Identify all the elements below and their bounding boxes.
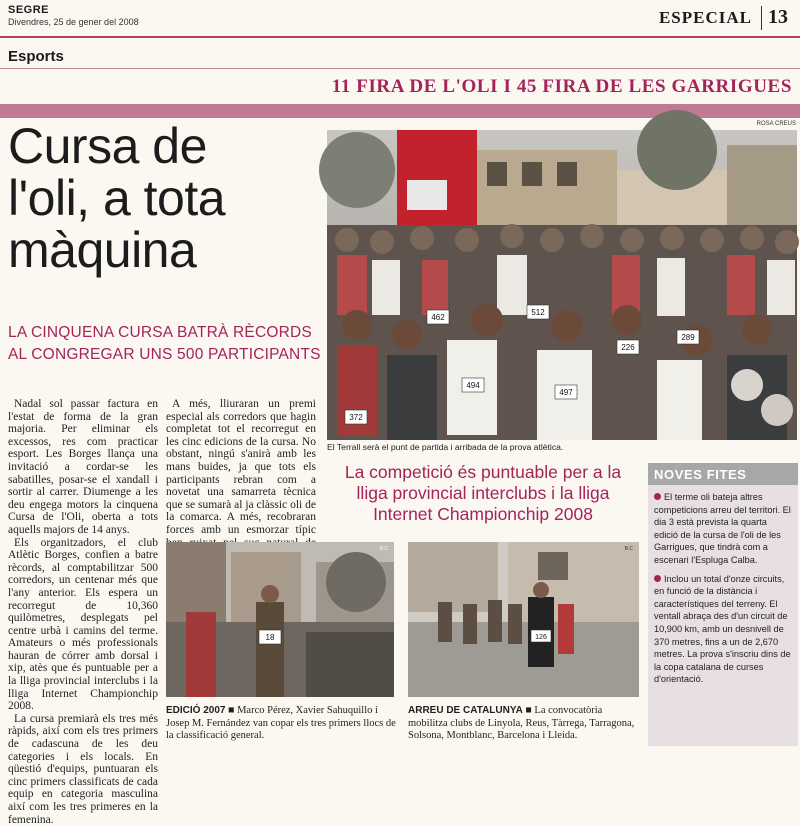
section-rule <box>0 68 800 69</box>
special-label: ESPECIAL <box>658 8 752 27</box>
headline-line: Cursa de <box>8 118 207 174</box>
paragraph: A més, lliuraran un premi especial als corredors que hagin completat tot el recorregut en les cinc edicions de la cursa. No obstant, ningú s'anirà amb les mans buides, ja que tots els participants rebran com a novetat una samarreta tècnica que se sumarà al ja clàssic oli de la comarca. A més, recobraran forces amb un esmorzar típic <box>166 398 316 536</box>
paragraph: Els organitzadors, el club Atlètic Borges, confien a batre rècords, al comptabilitzar 500 corredors, un centenar més que l'any anterior. Els espera un recorregut de 10,360 quilòmetres, desplegats pel centre urbà i camins del terme. Amateurs o més professionals hauran de córrer amb dorsal i xip, atès que és puntuable per a la lliga provincial interclubs i la lliga Internet Championchip 2008. <box>8 536 158 713</box>
header-rule <box>0 36 800 38</box>
headline-line: màquina <box>8 222 197 278</box>
sidebar-item-text: El terme oli bateja altres competicions arreu del territori. El dia 3 està prevista la quarta edició de la cursa de l'oli de les Garrigues, que tindrà com a escenari l'Espluga Calba. <box>654 492 791 565</box>
finish-line-photo <box>166 542 394 697</box>
fair-banner: 11 FIRA DE L'OLI I 45 FIRA DE LES GARRIGUES <box>331 76 792 97</box>
bib-number: 289 <box>681 333 695 342</box>
sidebar-body <box>648 485 798 686</box>
headline-line: l'oli, a tota <box>8 170 226 226</box>
sidebar-noves-fites <box>648 463 798 746</box>
bib-number: 126 <box>535 634 547 641</box>
caption-square-icon: ■ <box>525 705 532 716</box>
bullet-icon <box>654 493 661 500</box>
caption-label: ARREU DE CATALUNYA <box>408 705 523 716</box>
page-number: 13 <box>768 6 788 28</box>
bib-number: 512 <box>531 308 545 317</box>
photo-credit: ROSA CREUS <box>756 121 796 127</box>
sidebar-title: NOVES FITES <box>648 463 798 485</box>
main-photo <box>327 130 797 440</box>
pull-quote: La competició és puntuable per a la lliga provincial interclubs i la lliga Internet Championchip 2008 <box>344 462 622 524</box>
photo-caption: El Terrall serà el punt de partida i arribada de la prova atlètica. <box>327 442 564 452</box>
caption-label: EDICIÓ 2007 <box>166 705 226 716</box>
caption-text: Marco Pérez, Xavier Sahuquillo i Josep M. Fernández van copar els tres primers llocs de la classificació general. <box>166 705 396 741</box>
headline <box>8 120 323 276</box>
photo-credit: B.C <box>379 546 388 552</box>
photo-arreu-catalunya <box>408 542 639 697</box>
photo-edicio-2007 <box>166 542 394 697</box>
photo-credit: B.C <box>624 546 633 552</box>
bib-number: 497 <box>559 388 573 397</box>
section-title: Esports <box>8 48 64 65</box>
page-header <box>0 0 800 40</box>
bib-number: 494 <box>466 381 480 390</box>
photo-caption-catalunya <box>408 705 640 743</box>
sidebar-item <box>654 573 792 686</box>
bib-number: 372 <box>349 413 363 422</box>
issue-date: Divendres, 25 de gener del 2008 <box>8 17 139 27</box>
caption-square-icon: ■ <box>228 705 235 716</box>
street-runners-photo <box>408 542 639 697</box>
bullet-icon <box>654 575 661 582</box>
runners-crowd-photo <box>327 130 797 440</box>
header-divider <box>761 6 762 30</box>
bib-number: 18 <box>265 633 275 642</box>
caption-text: La convocatòria mobilitza clubs de Linyola, Reus, Tàrrega, Tarragona, Solsona, Montblanc, Barcelona i Lleida. <box>408 705 635 741</box>
newspaper-brand: SEGRE <box>8 4 50 16</box>
sidebar-item <box>654 491 792 567</box>
photo-caption-2007 <box>166 705 396 743</box>
bib-number: 462 <box>431 313 445 322</box>
article-column-1 <box>8 398 158 826</box>
article-column-2 <box>166 398 316 562</box>
subheadline: LA CINQUENA CURSA BATRÀ RÈCORDS AL CONGREGAR UNS 500 PARTICIPANTS <box>8 324 321 363</box>
bib-number: 226 <box>621 343 635 352</box>
sidebar-item-text: Inclou un total d'onze circuits, en funció de la distància i característiques del terreny. El ventall abraça des d'un circuit de 10,900 km, amb un desnivell de 370 metres, fins a un de 2,670 metres. La prova s'inscriu dins de la copa catalana de curses d'orientació. <box>654 573 791 685</box>
paragraph: Nadal sol passar factura en l'estat de forma de la gran majoria. Per eliminar els excessos, res com practicar esport. Les Borges llança una invitació a cordar-se les sabatilles, posar-se el xandall i sortir al carrer. Diumenge a les deu engega motors la cinquena Cursa de l'Oli, oberta a tots aquells majors de 14 anys. <box>8 398 158 536</box>
paragraph: La cursa premiarà els tres més ràpids, així com els tres primers de cadascuna de les deu categories i els locals. En qüestió d'equips, puntuaran els cinc primers classificats de cada equip en categoria masculina així com les tres primeres en la femenina. <box>8 712 158 826</box>
